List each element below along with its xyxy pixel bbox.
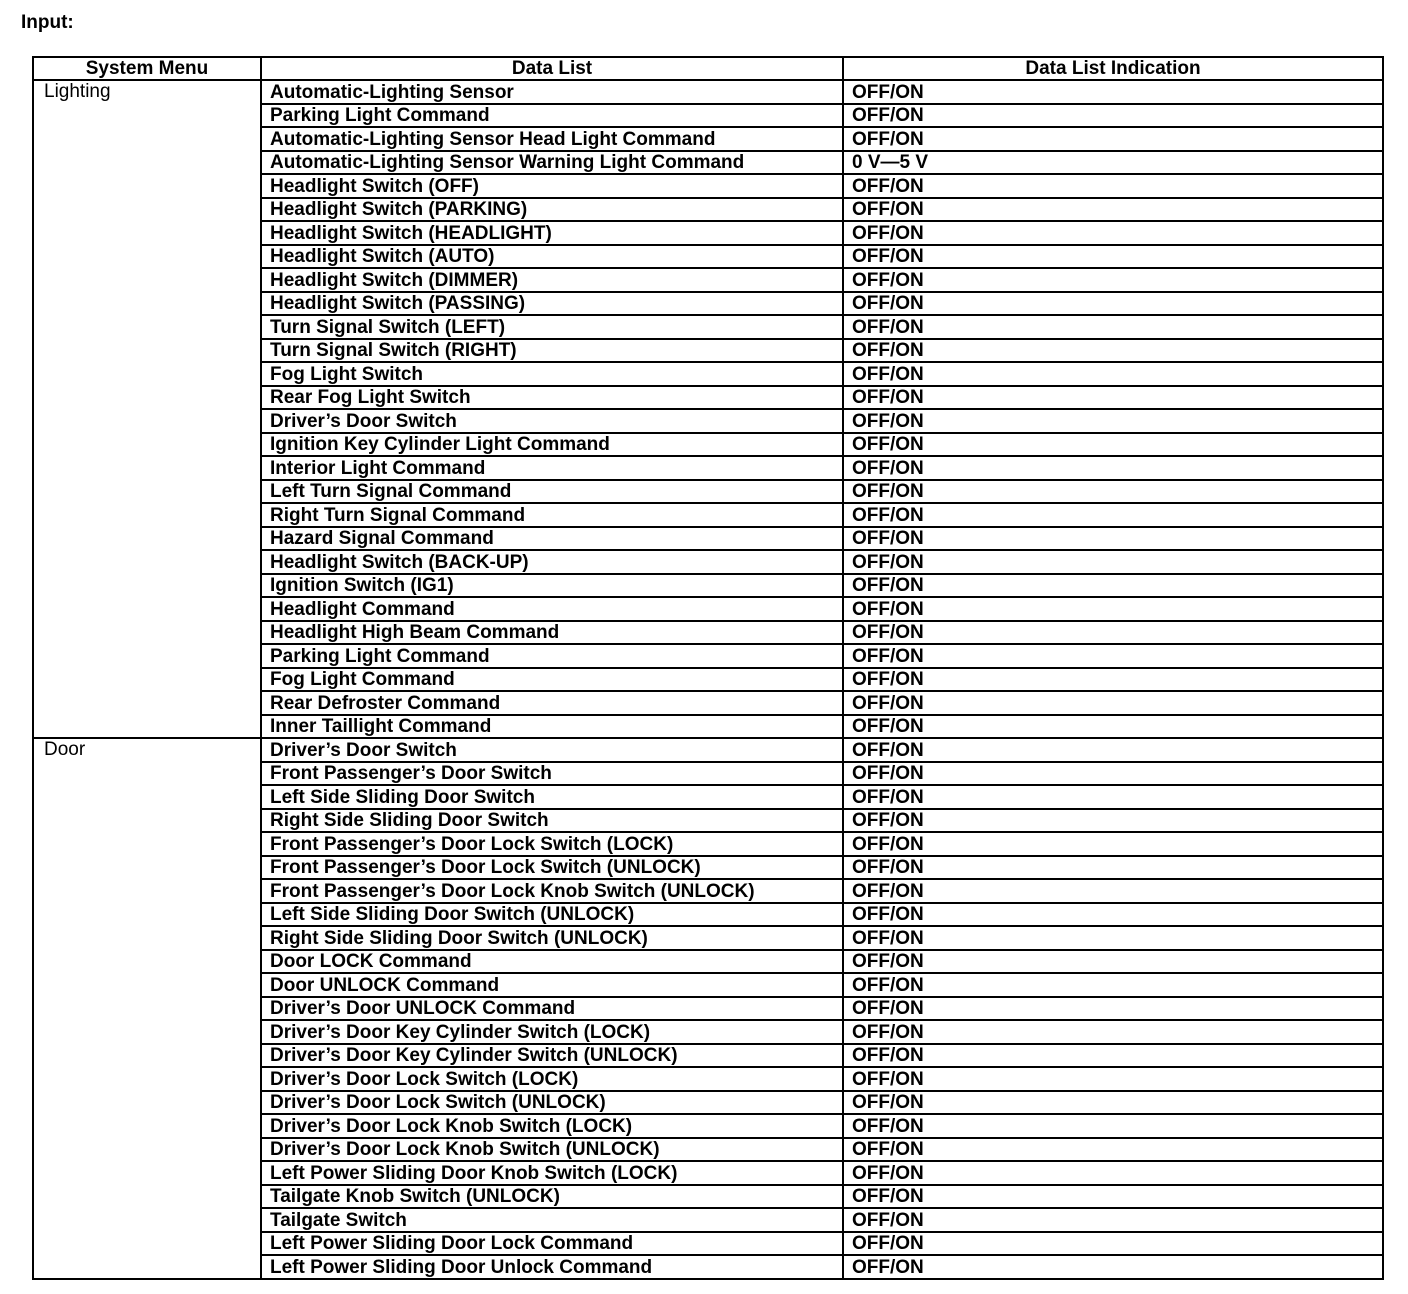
data-list-cell: Fog Light Command xyxy=(261,668,843,692)
data-list-cell: Parking Light Command xyxy=(261,644,843,668)
data-list-cell: Right Side Sliding Door Switch xyxy=(261,809,843,833)
data-list-cell: Headlight Switch (PARKING) xyxy=(261,198,843,222)
data-list-cell: Left Power Sliding Door Unlock Command xyxy=(261,1255,843,1279)
system-menu-cell: Lighting xyxy=(33,80,261,738)
data-list-indication-cell: OFF/ON xyxy=(843,221,1383,245)
table-header-row xyxy=(33,57,1383,80)
data-list-indication-cell: OFF/ON xyxy=(843,409,1383,433)
data-list-cell: Automatic-Lighting Sensor xyxy=(261,80,843,104)
data-list-cell: Left Power Sliding Door Knob Switch (LOCK) xyxy=(261,1161,843,1185)
data-list-indication-cell: 0 V—5 V xyxy=(843,151,1383,175)
data-list-indication-cell: OFF/ON xyxy=(843,715,1383,739)
data-list-cell: Tailgate Knob Switch (UNLOCK) xyxy=(261,1185,843,1209)
data-list-indication-cell: OFF/ON xyxy=(843,527,1383,551)
data-list-cell: Headlight Switch (HEADLIGHT) xyxy=(261,221,843,245)
data-list-cell: Right Turn Signal Command xyxy=(261,503,843,527)
table-row xyxy=(33,738,1383,762)
data-list-indication-cell: OFF/ON xyxy=(843,785,1383,809)
column-header-data-list: Data List xyxy=(261,57,843,80)
data-list-indication-cell: OFF/ON xyxy=(843,456,1383,480)
data-list-indication-cell: OFF/ON xyxy=(843,738,1383,762)
data-list-indication-cell: OFF/ON xyxy=(843,1138,1383,1162)
data-list-cell: Driver’s Door Switch xyxy=(261,409,843,433)
data-list-cell: Left Power Sliding Door Lock Command xyxy=(261,1232,843,1256)
data-list-cell: Headlight Switch (AUTO) xyxy=(261,245,843,269)
data-list-indication-cell: OFF/ON xyxy=(843,433,1383,457)
data-list-indication-cell: OFF/ON xyxy=(843,1067,1383,1091)
system-menu-cell: Door xyxy=(33,738,261,1279)
data-list-indication-cell: OFF/ON xyxy=(843,1232,1383,1256)
data-list-cell: Front Passenger’s Door Lock Knob Switch (UNLOCK) xyxy=(261,879,843,903)
data-list-indication-cell: OFF/ON xyxy=(843,856,1383,880)
data-list-table xyxy=(32,56,1384,1280)
table-body xyxy=(33,80,1383,1279)
data-list-cell: Driver’s Door Lock Knob Switch (UNLOCK) xyxy=(261,1138,843,1162)
data-list-cell: Headlight Switch (PASSING) xyxy=(261,292,843,316)
data-list-indication-cell: OFF/ON xyxy=(843,903,1383,927)
data-list-indication-cell: OFF/ON xyxy=(843,879,1383,903)
data-list-cell: Driver’s Door Key Cylinder Switch (LOCK) xyxy=(261,1020,843,1044)
data-list-cell: Driver’s Door Lock Switch (UNLOCK) xyxy=(261,1091,843,1115)
data-list-indication-cell: OFF/ON xyxy=(843,503,1383,527)
data-list-indication-cell: OFF/ON xyxy=(843,1161,1383,1185)
data-list-cell: Left Side Sliding Door Switch (UNLOCK) xyxy=(261,903,843,927)
column-header-system-menu: System Menu xyxy=(33,57,261,80)
data-list-indication-cell: OFF/ON xyxy=(843,127,1383,151)
data-list-cell: Driver’s Door Switch xyxy=(261,738,843,762)
data-list-indication-cell: OFF/ON xyxy=(843,268,1383,292)
data-list-cell: Front Passenger’s Door Lock Switch (UNLOCK) xyxy=(261,856,843,880)
data-list-cell: Left Turn Signal Command xyxy=(261,480,843,504)
data-list-indication-cell: OFF/ON xyxy=(843,1185,1383,1209)
data-list-cell: Turn Signal Switch (RIGHT) xyxy=(261,339,843,363)
data-list-cell: Inner Taillight Command xyxy=(261,715,843,739)
data-list-indication-cell: OFF/ON xyxy=(843,174,1383,198)
data-list-cell: Ignition Switch (IG1) xyxy=(261,574,843,598)
data-list-indication-cell: OFF/ON xyxy=(843,644,1383,668)
data-list-indication-cell: OFF/ON xyxy=(843,997,1383,1021)
data-list-cell: Driver’s Door Key Cylinder Switch (UNLOCK) xyxy=(261,1044,843,1068)
data-list-indication-cell: OFF/ON xyxy=(843,1208,1383,1232)
page-heading: Input: xyxy=(21,12,74,33)
data-list-indication-cell: OFF/ON xyxy=(843,315,1383,339)
data-list-cell: Ignition Key Cylinder Light Command xyxy=(261,433,843,457)
data-list-indication-cell: OFF/ON xyxy=(843,691,1383,715)
data-list-indication-cell: OFF/ON xyxy=(843,1255,1383,1279)
data-list-cell: Headlight High Beam Command xyxy=(261,621,843,645)
data-list-indication-cell: OFF/ON xyxy=(843,950,1383,974)
data-list-cell: Headlight Switch (OFF) xyxy=(261,174,843,198)
data-list-indication-cell: OFF/ON xyxy=(843,339,1383,363)
data-list-cell: Hazard Signal Command xyxy=(261,527,843,551)
data-list-cell: Headlight Command xyxy=(261,597,843,621)
data-list-cell: Driver’s Door Lock Switch (LOCK) xyxy=(261,1067,843,1091)
data-list-indication-cell: OFF/ON xyxy=(843,597,1383,621)
data-list-cell: Rear Defroster Command xyxy=(261,691,843,715)
data-list-indication-cell: OFF/ON xyxy=(843,973,1383,997)
data-list-indication-cell: OFF/ON xyxy=(843,292,1383,316)
data-list-cell: Tailgate Switch xyxy=(261,1208,843,1232)
data-list-cell: Rear Fog Light Switch xyxy=(261,386,843,410)
data-list-cell: Headlight Switch (DIMMER) xyxy=(261,268,843,292)
data-list-indication-cell: OFF/ON xyxy=(843,574,1383,598)
data-list-indication-cell: OFF/ON xyxy=(843,1091,1383,1115)
data-list-indication-cell: OFF/ON xyxy=(843,1044,1383,1068)
data-list-indication-cell: OFF/ON xyxy=(843,80,1383,104)
data-list-indication-cell: OFF/ON xyxy=(843,762,1383,786)
data-list-indication-cell: OFF/ON xyxy=(843,386,1383,410)
data-list-cell: Driver’s Door UNLOCK Command xyxy=(261,997,843,1021)
data-list-cell: Left Side Sliding Door Switch xyxy=(261,785,843,809)
data-list-indication-cell: OFF/ON xyxy=(843,362,1383,386)
data-list-cell: Parking Light Command xyxy=(261,104,843,128)
data-list-cell: Automatic-Lighting Sensor Warning Light Command xyxy=(261,151,843,175)
data-list-indication-cell: OFF/ON xyxy=(843,926,1383,950)
data-list-indication-cell: OFF/ON xyxy=(843,480,1383,504)
data-list-indication-cell: OFF/ON xyxy=(843,198,1383,222)
data-list-indication-cell: OFF/ON xyxy=(843,1020,1383,1044)
data-list-indication-cell: OFF/ON xyxy=(843,245,1383,269)
data-list-indication-cell: OFF/ON xyxy=(843,621,1383,645)
data-list-indication-cell: OFF/ON xyxy=(843,809,1383,833)
data-list-indication-cell: OFF/ON xyxy=(843,1114,1383,1138)
data-list-cell: Right Side Sliding Door Switch (UNLOCK) xyxy=(261,926,843,950)
data-list-cell: Door LOCK Command xyxy=(261,950,843,974)
data-list-cell: Interior Light Command xyxy=(261,456,843,480)
data-list-cell: Front Passenger’s Door Lock Switch (LOCK) xyxy=(261,832,843,856)
data-list-cell: Turn Signal Switch (LEFT) xyxy=(261,315,843,339)
data-list-indication-cell: OFF/ON xyxy=(843,832,1383,856)
data-list-indication-cell: OFF/ON xyxy=(843,550,1383,574)
data-list-cell: Automatic-Lighting Sensor Head Light Command xyxy=(261,127,843,151)
data-list-indication-cell: OFF/ON xyxy=(843,104,1383,128)
column-header-data-list-indication: Data List Indication xyxy=(843,57,1383,80)
data-list-cell: Driver’s Door Lock Knob Switch (LOCK) xyxy=(261,1114,843,1138)
data-list-indication-cell: OFF/ON xyxy=(843,668,1383,692)
table-row xyxy=(33,80,1383,104)
data-list-cell: Headlight Switch (BACK-UP) xyxy=(261,550,843,574)
data-list-cell: Fog Light Switch xyxy=(261,362,843,386)
data-list-cell: Front Passenger’s Door Switch xyxy=(261,762,843,786)
data-list-cell: Door UNLOCK Command xyxy=(261,973,843,997)
